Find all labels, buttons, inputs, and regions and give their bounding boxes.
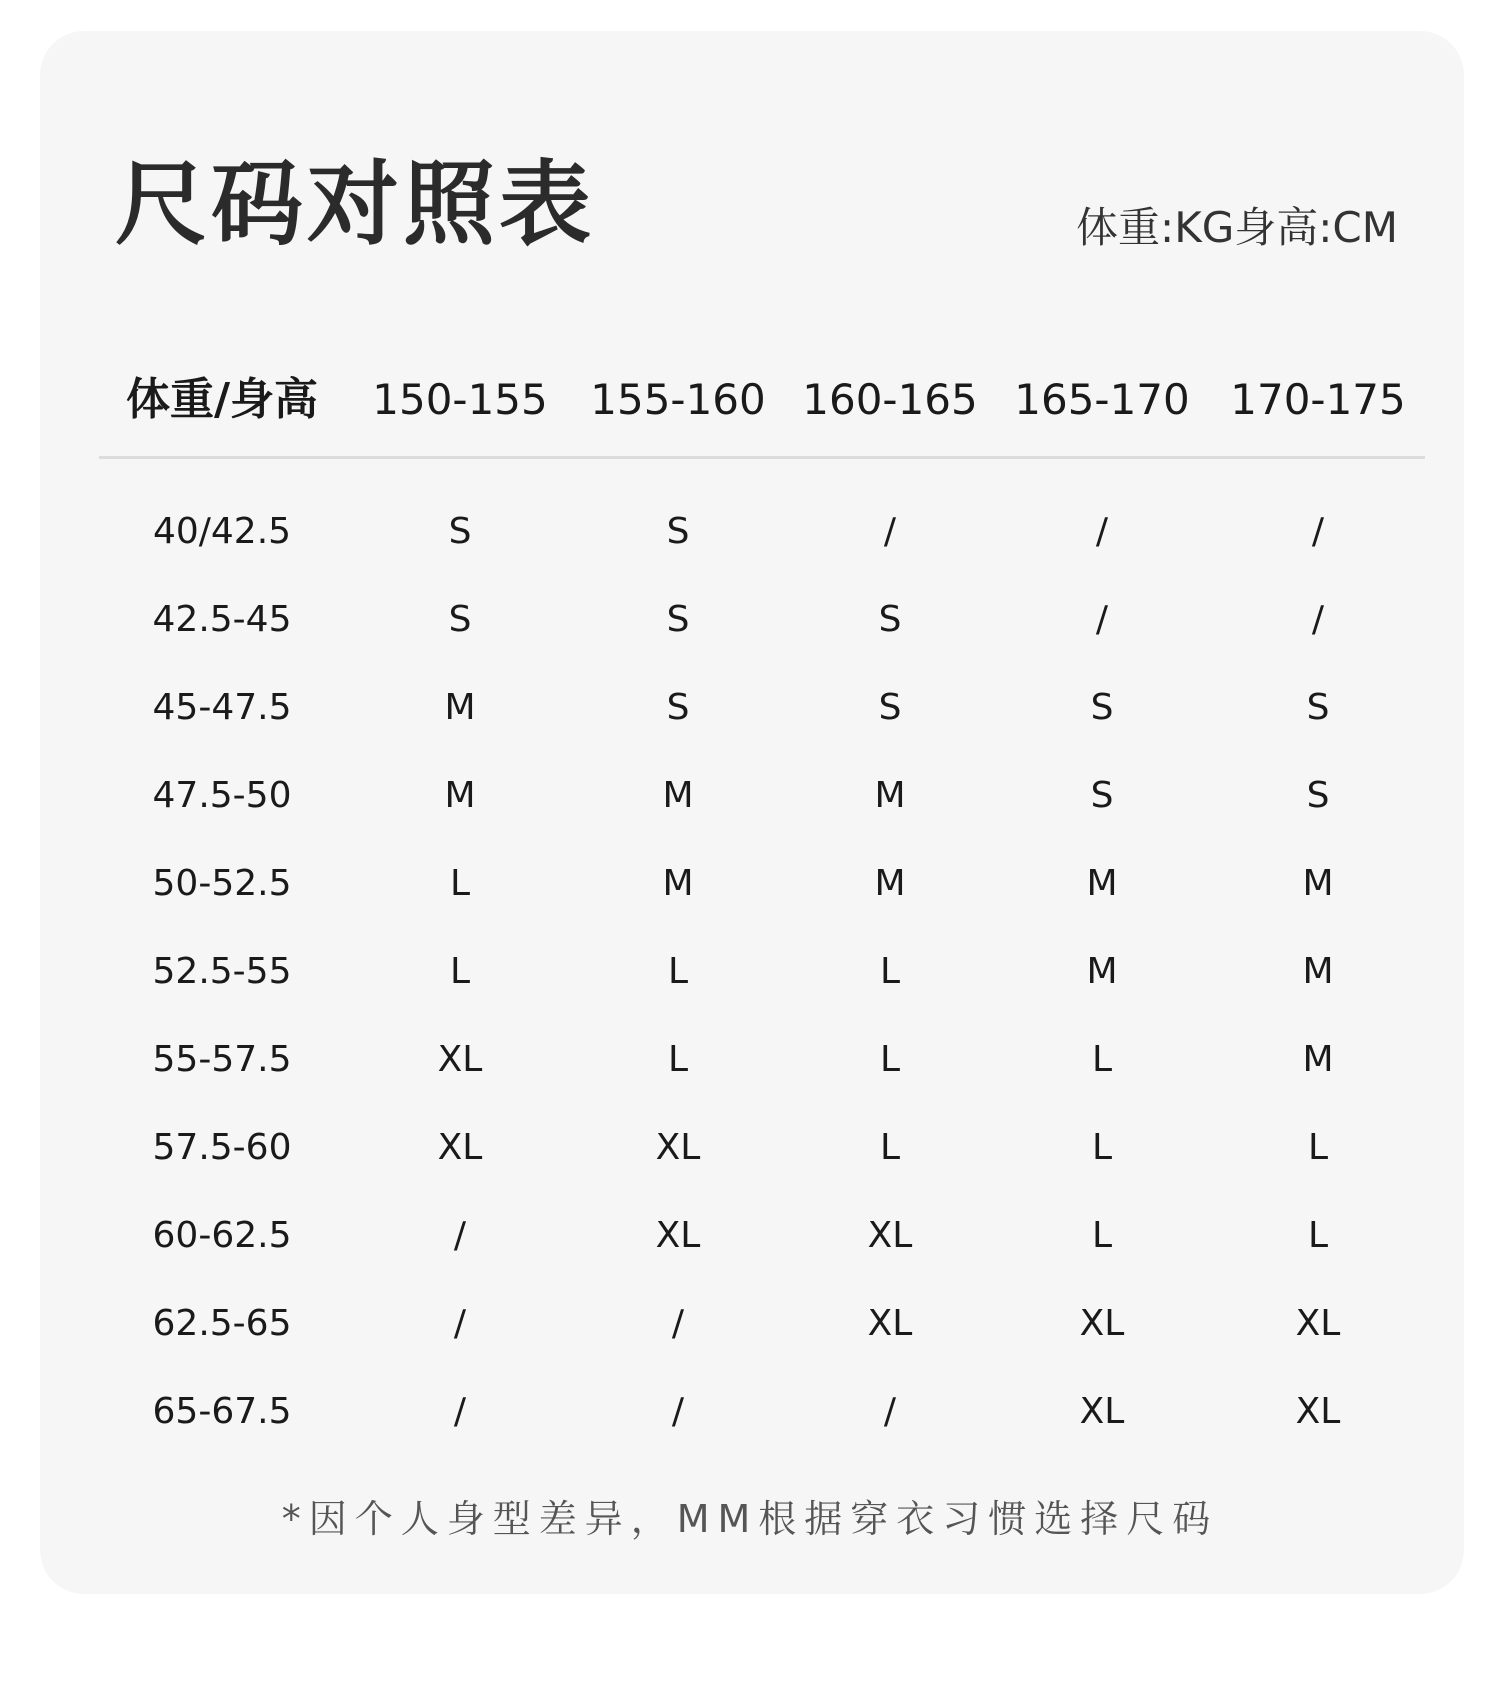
weight-range-cell: 62.5-65 bbox=[152, 1303, 292, 1344]
column-header: 160-165 bbox=[802, 375, 978, 424]
size-cell: M bbox=[874, 863, 906, 904]
column-header: 155-160 bbox=[590, 375, 766, 424]
size-cell: / bbox=[883, 1391, 897, 1432]
weight-range-cell: 52.5-55 bbox=[152, 951, 292, 992]
table-row bbox=[0, 678, 1500, 766]
table-row bbox=[0, 502, 1500, 590]
table-row bbox=[0, 1294, 1500, 1382]
table-row bbox=[0, 590, 1500, 678]
size-cell: L bbox=[667, 1039, 689, 1080]
units-label: 体重:KG身高:CM bbox=[1076, 203, 1398, 252]
size-cell: XL bbox=[1079, 1303, 1125, 1344]
size-cell: M bbox=[1086, 951, 1118, 992]
size-cell: XL bbox=[1295, 1391, 1341, 1432]
size-cell: S bbox=[1306, 687, 1330, 728]
size-cell: XL bbox=[437, 1039, 483, 1080]
size-cell: S bbox=[666, 687, 690, 728]
size-cell: XL bbox=[655, 1215, 701, 1256]
size-cell: S bbox=[878, 599, 902, 640]
size-cell: L bbox=[879, 951, 901, 992]
size-cell: / bbox=[1311, 599, 1325, 640]
size-cell: XL bbox=[1295, 1303, 1341, 1344]
size-cell: S bbox=[1306, 775, 1330, 816]
size-cell: L bbox=[1307, 1127, 1329, 1168]
size-cell: L bbox=[667, 951, 689, 992]
table-row bbox=[0, 942, 1500, 1030]
size-cell: S bbox=[666, 599, 690, 640]
table-header-row bbox=[0, 370, 1500, 430]
size-cell: L bbox=[449, 951, 471, 992]
weight-range-cell: 60-62.5 bbox=[152, 1215, 292, 1256]
size-cell: / bbox=[671, 1303, 685, 1344]
size-cell: M bbox=[444, 687, 476, 728]
table-body bbox=[0, 502, 1500, 1470]
table-row bbox=[0, 766, 1500, 854]
size-cell: / bbox=[1095, 511, 1109, 552]
size-cell: / bbox=[1095, 599, 1109, 640]
size-cell: L bbox=[1307, 1215, 1329, 1256]
table-row bbox=[0, 1382, 1500, 1470]
size-cell: M bbox=[1302, 863, 1334, 904]
size-cell: M bbox=[662, 775, 694, 816]
size-cell: S bbox=[1090, 687, 1114, 728]
column-header: 170-175 bbox=[1230, 375, 1406, 424]
page-title: 尺码对照表 bbox=[115, 151, 596, 258]
header-divider bbox=[99, 456, 1425, 459]
weight-range-cell: 42.5-45 bbox=[152, 599, 292, 640]
size-cell: XL bbox=[867, 1303, 913, 1344]
size-cell: / bbox=[453, 1303, 467, 1344]
size-cell: L bbox=[1091, 1127, 1113, 1168]
size-cell: M bbox=[444, 775, 476, 816]
table-row bbox=[0, 854, 1500, 942]
size-cell: / bbox=[453, 1215, 467, 1256]
size-cell: S bbox=[1090, 775, 1114, 816]
footnote: *因个人身型差异，MM根据穿衣习惯选择尺码 bbox=[281, 1497, 1219, 1541]
size-cell: L bbox=[449, 863, 471, 904]
size-cell: / bbox=[453, 1391, 467, 1432]
size-cell: S bbox=[878, 687, 902, 728]
size-cell: / bbox=[1311, 511, 1325, 552]
size-cell: L bbox=[879, 1039, 901, 1080]
size-cell: XL bbox=[437, 1127, 483, 1168]
size-cell: / bbox=[671, 1391, 685, 1432]
table-corner-label: 体重/身高 bbox=[125, 374, 319, 425]
size-cell: S bbox=[448, 511, 472, 552]
weight-range-cell: 55-57.5 bbox=[152, 1039, 292, 1080]
size-cell: M bbox=[874, 775, 906, 816]
weight-range-cell: 50-52.5 bbox=[152, 863, 292, 904]
weight-range-cell: 40/42.5 bbox=[152, 511, 292, 552]
table-row bbox=[0, 1030, 1500, 1118]
weight-range-cell: 65-67.5 bbox=[152, 1391, 292, 1432]
size-cell: S bbox=[448, 599, 472, 640]
size-cell: M bbox=[1302, 951, 1334, 992]
size-cell: L bbox=[1091, 1215, 1113, 1256]
size-cell: S bbox=[666, 511, 690, 552]
size-cell: M bbox=[1086, 863, 1118, 904]
size-cell: M bbox=[662, 863, 694, 904]
size-cell: L bbox=[1091, 1039, 1113, 1080]
size-cell: XL bbox=[655, 1127, 701, 1168]
size-cell: M bbox=[1302, 1039, 1334, 1080]
table-row bbox=[0, 1118, 1500, 1206]
size-cell: XL bbox=[1079, 1391, 1125, 1432]
column-header: 165-170 bbox=[1014, 375, 1190, 424]
weight-range-cell: 57.5-60 bbox=[152, 1127, 292, 1168]
weight-range-cell: 47.5-50 bbox=[152, 775, 292, 816]
size-cell: / bbox=[883, 511, 897, 552]
weight-range-cell: 45-47.5 bbox=[152, 687, 292, 728]
size-cell: XL bbox=[867, 1215, 913, 1256]
column-header: 150-155 bbox=[372, 375, 548, 424]
size-cell: L bbox=[879, 1127, 901, 1168]
table-row bbox=[0, 1206, 1500, 1294]
